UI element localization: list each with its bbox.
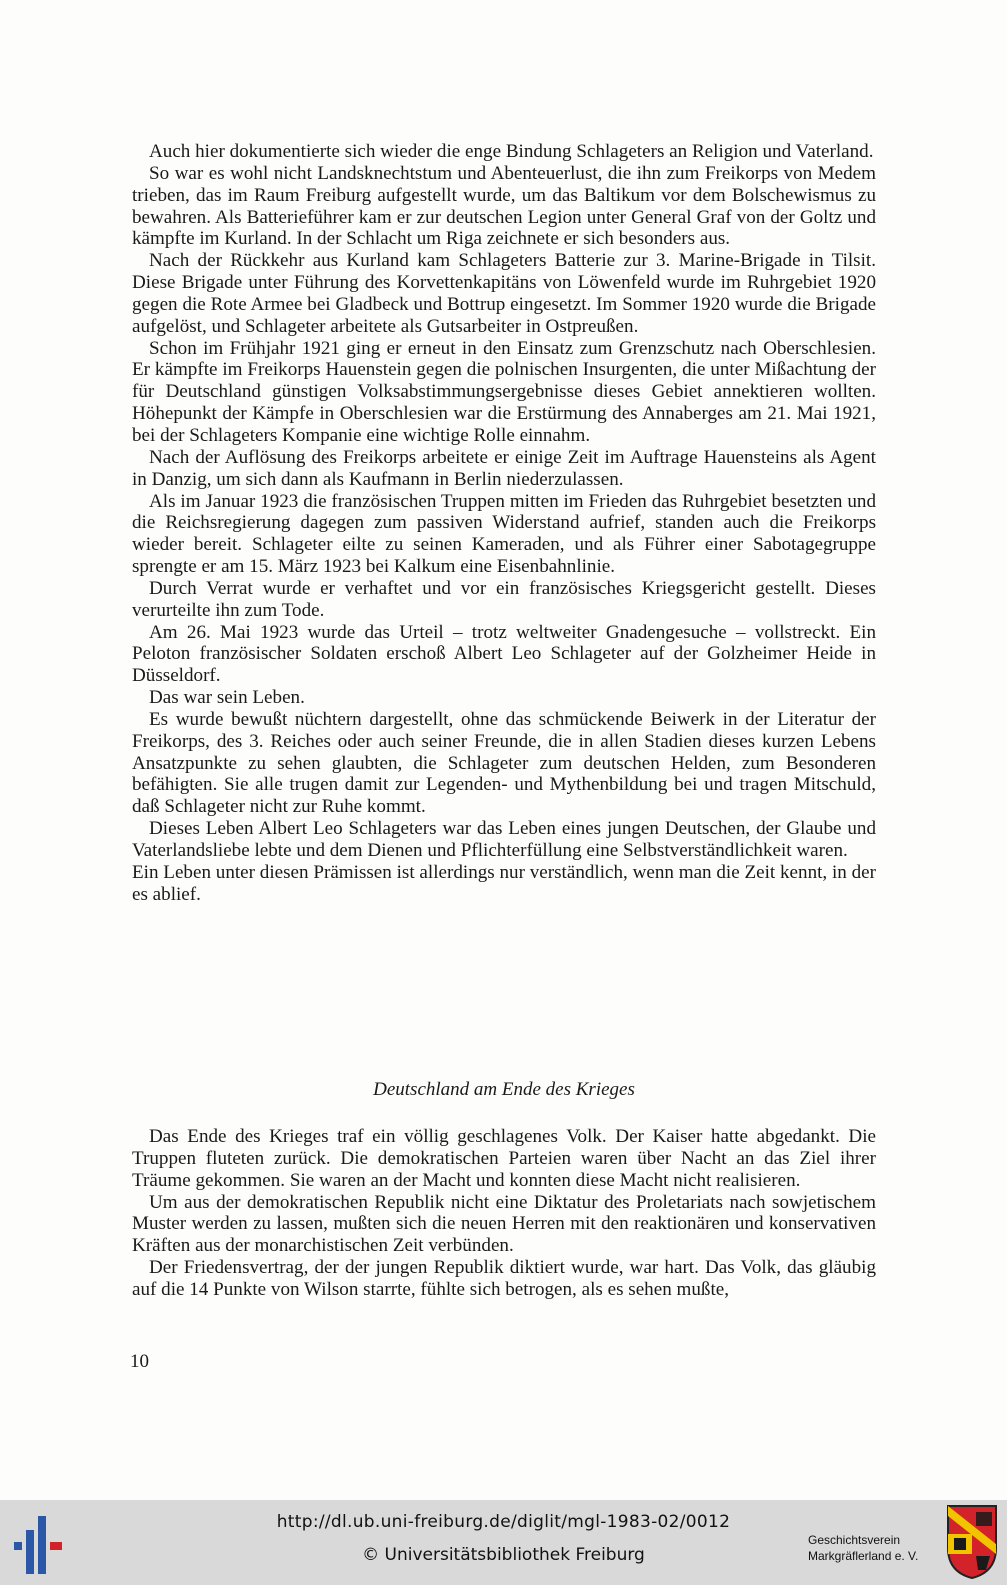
paragraph: Schon im Frühjahr 1921 ging er erneut in den Einsatz zum Grenzschutz nach Oberschlesien. Er kämpfte im Freikorps Hauenstein gegen die polnischen Insurgenten, die unter Mißachtung der für Deutschland günstigen Volksabstimmungsergebnisse dieses Gebiet annektieren wollten. Höhepunkt der Kämpfe in Oberschlesien war die Erstürmung des Annaberges am 21. Mai 1921, bei der Schlageters Kompanie eine wichtige Rolle einnahm.: [132, 337, 876, 446]
paragraph: Dieses Leben Albert Leo Schlageters war das Leben eines jungen Deutschen, der Glaube und Vaterlandsliebe lebte und dem Dienen und Pflichterfüllung eine Selbstverständlichkeit waren.: [132, 818, 876, 861]
paragraph: Der Friedensvertrag, der der jungen Republik diktiert wurde, war hart. Das Volk, das gläubig auf die 14 Punkte von Wilson starrte, fühlte sich betrogen, als es sehen mußte,: [132, 1257, 876, 1300]
paragraph: Das war sein Leben.: [149, 687, 305, 709]
paragraph: Um aus der demokratischen Republik nicht eine Diktatur des Proletariats nach sowjetischem Muster werden zu lassen, mußten sich die neuen Herren mit den reaktionären und konservativen Kräften aus der monarchistischen Zeit verbünden.: [132, 1191, 876, 1257]
paragraph: Am 26. Mai 1923 wurde das Urteil – trotz weltweiter Gnadengesuche – vollstreckt. Ein Peloton französischer Soldaten erschoß Albert Leo Schlageter auf der Golzheimer Heide in Düsseldorf.: [132, 621, 876, 687]
organization-name: [808, 1532, 928, 1564]
organization-line-2: Markgräflerland e. V.: [808, 1549, 919, 1563]
section-heading: Deutschland am Ende des Krieges: [373, 1079, 635, 1100]
page-number: 10: [130, 1351, 149, 1372]
paragraph: Als im Januar 1923 die französischen Truppen mitten im Frieden das Ruhrgebiet besetzten und die Reichsregierung dagegen zum passiven Widerstand aufrief, standen auch die Freikorps wieder bereit. Schlageter eilte zu seinen Kameraden, und als Führer einer Sabotagegruppe sprengte er am 15. März 1923 bei Kalkum eine Eisenbahnlinie.: [132, 490, 876, 578]
body-text-section-1: [132, 141, 876, 906]
paragraph: Es wurde bewußt nüchtern dargestellt, ohne das schmückende Beiwerk in der Literatur der Freikorps, des 3. Reiches oder auch seiner Freunde, die in allen Stadien dieses kurzen Lebens Ansatzpunkte zu sehen glaubten, die Schlageter zum deutschen Helden, zum Besonderen befähigten. Sie alle trugen damit zur Legenden- und Mythenbildung bei und tragen Mitschuld, daß Schlageter nicht zur Ruhe kommt.: [132, 708, 876, 818]
copyright-notice: © Universitätsbibliothek Freiburg: [362, 1545, 645, 1565]
paragraph: Durch Verrat wurde er verhaftet und vor ein französisches Kriegsgericht gestellt. Dieses verurteilte ihn zum Tode.: [132, 577, 876, 621]
coat-of-arms-icon: [946, 1504, 998, 1580]
body-text-section-2: [132, 1126, 876, 1301]
paragraph: Nach der Rückkehr aus Kurland kam Schlageters Batterie zur 3. Marine-Brigade in Tilsit. Diese Brigade unter Führung des Korvettenkapitäns von Löwenfeld wurde im Ruhrgebiet 1920 gegen die Rote Armee bei Gladbeck und Bottrup eingesetzt. Im Sommer 1920 wurde die Brigade aufgelöst, und Schlageter arbeitete als Gutsarbeiter in Ostpreußen.: [132, 250, 876, 337]
paragraph: Das Ende des Krieges traf ein völlig geschlagenes Volk. Der Kaiser hatte abgedankt. Die Truppen fluteten zurück. Die demokratischen Parteien waren über Nacht an das Ziel ihrer Träume gekommen. Sie waren an der Macht und konnten diese Macht nicht realisieren.: [132, 1126, 876, 1191]
footer-bar: [0, 1500, 1007, 1585]
paragraph: Auch hier dokumentierte sich wieder die enge Bindung Schlageters an Religion und Vaterland.: [149, 141, 874, 162]
paragraph: Nach der Auflösung des Freikorps arbeitete er einige Zeit im Auftrage Hauensteins als Agent in Danzig, um sich dann als Kaufmann in Berlin niederzulassen.: [132, 446, 876, 490]
organization-line-1: Geschichtsverein: [808, 1533, 901, 1547]
paragraph: Ein Leben unter diesen Prämissen ist allerdings nur verständlich, wenn man die Zeit kennt, in der es ablief.: [132, 861, 876, 905]
paragraph: So war es wohl nicht Landsknechtstum und Abenteuerlust, die ihn zum Freikorps von Medem trieben, das im Raum Freiburg aufgestellt wurde, um das Baltikum vor dem Bolschewismus zu bewahren. Als Batterieführer kam er zur deutschen Legion unter General Graf von der Goltz und kämpfte im Kurland. In der Schlacht um Riga zeichnete er sich besonders aus.: [132, 162, 876, 250]
source-url-link[interactable]: http://dl.ub.uni-freiburg.de/diglit/mgl-1983-02/0012: [276, 1512, 731, 1532]
